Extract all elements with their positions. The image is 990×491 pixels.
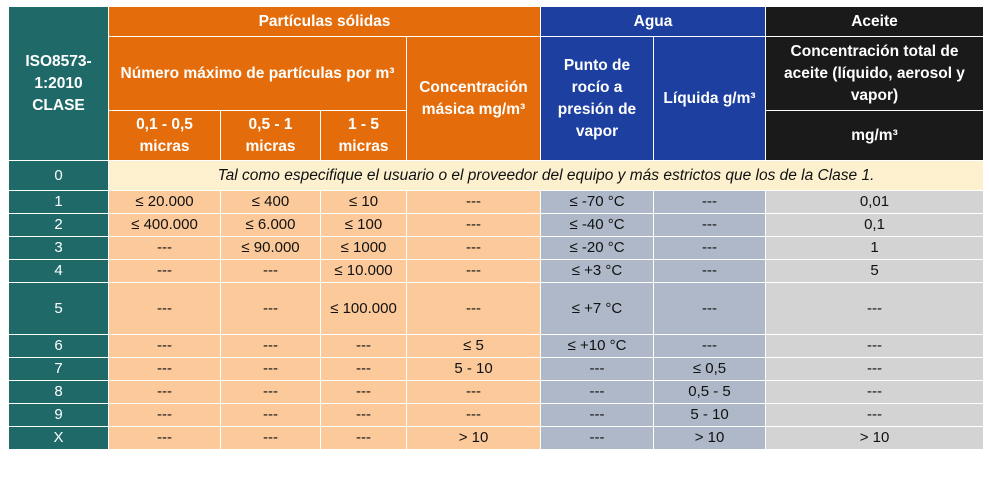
particles-0.1-0.5-cell: --- — [109, 260, 221, 283]
class-cell: 4 — [9, 260, 109, 283]
size-header-3: 1 - 5 micras — [321, 111, 407, 161]
table-row — [9, 283, 984, 335]
oil-header: Aceite — [766, 7, 984, 37]
dew-point-cell: ≤ +10 °C — [541, 335, 654, 358]
dew-point-cell: --- — [541, 381, 654, 404]
oil-cell: --- — [766, 335, 984, 358]
oil-cell: --- — [766, 283, 984, 335]
class-cell: X — [9, 427, 109, 450]
max-particles-header: Número máximo de partículas por m³ — [109, 37, 407, 111]
liquid-water-cell: ≤ 0,5 — [654, 358, 766, 381]
liquid-water-cell: --- — [654, 191, 766, 214]
liquid-water-cell: --- — [654, 237, 766, 260]
table-row — [9, 358, 984, 381]
table-row — [9, 404, 984, 427]
particles-0.5-1-cell: --- — [221, 335, 321, 358]
class-cell: 5 — [9, 283, 109, 335]
particles-0.1-0.5-cell: --- — [109, 427, 221, 450]
particles-0.1-0.5-cell: ≤ 400.000 — [109, 214, 221, 237]
particles-0.5-1-cell: --- — [221, 260, 321, 283]
particles-1-5-cell: ≤ 100 — [321, 214, 407, 237]
oil-cell: 5 — [766, 260, 984, 283]
particles-0.5-1-cell: --- — [221, 381, 321, 404]
class-cell: 1 — [9, 191, 109, 214]
liquid-water-header: Líquida g/m³ — [654, 37, 766, 161]
oil-cell: 0,01 — [766, 191, 984, 214]
particles-0.5-1-cell: --- — [221, 427, 321, 450]
particles-1-5-cell: --- — [321, 381, 407, 404]
dew-point-cell: --- — [541, 358, 654, 381]
iso-class-header: ISO8573-1:2010 CLASE — [9, 7, 109, 161]
oil-cell: > 10 — [766, 427, 984, 450]
table-row — [9, 237, 984, 260]
table-row — [9, 161, 984, 191]
dew-point-cell: --- — [541, 427, 654, 450]
class-cell: 0 — [9, 161, 109, 191]
oil-unit-header: mg/m³ — [766, 111, 984, 161]
class-cell: 3 — [9, 237, 109, 260]
particles-0.1-0.5-cell: --- — [109, 237, 221, 260]
particles-0.5-1-cell: ≤ 90.000 — [221, 237, 321, 260]
oil-cell: 1 — [766, 237, 984, 260]
dew-point-cell: ≤ -20 °C — [541, 237, 654, 260]
mass-concentration-cell: 5 - 10 — [407, 358, 541, 381]
mass-concentration-cell: --- — [407, 214, 541, 237]
oil-cell: --- — [766, 404, 984, 427]
particles-0.1-0.5-cell: --- — [109, 283, 221, 335]
table-row — [9, 381, 984, 404]
liquid-water-cell: --- — [654, 260, 766, 283]
particles-1-5-cell: ≤ 10.000 — [321, 260, 407, 283]
particles-0.5-1-cell: ≤ 400 — [221, 191, 321, 214]
liquid-water-cell: --- — [654, 214, 766, 237]
size-header-1: 0,1 - 0,5 micras — [109, 111, 221, 161]
dew-point-cell: ≤ -70 °C — [541, 191, 654, 214]
dew-point-cell: ≤ -40 °C — [541, 214, 654, 237]
mass-concentration-cell: > 10 — [407, 427, 541, 450]
particles-0.1-0.5-cell: --- — [109, 381, 221, 404]
water-header: Agua — [541, 7, 766, 37]
particles-1-5-cell: --- — [321, 358, 407, 381]
table-row — [9, 214, 984, 237]
particles-0.5-1-cell: --- — [221, 358, 321, 381]
oil-cell: --- — [766, 381, 984, 404]
particles-1-5-cell: ≤ 100.000 — [321, 283, 407, 335]
class-cell: 2 — [9, 214, 109, 237]
particles-0.5-1-cell: ≤ 6.000 — [221, 214, 321, 237]
table-row — [9, 335, 984, 358]
mass-concentration-cell: --- — [407, 260, 541, 283]
particles-0.5-1-cell: --- — [221, 283, 321, 335]
oil-cell: 0,1 — [766, 214, 984, 237]
class-cell: 9 — [9, 404, 109, 427]
dew-point-cell: --- — [541, 404, 654, 427]
particles-0.5-1-cell: --- — [221, 404, 321, 427]
particles-1-5-cell: --- — [321, 404, 407, 427]
particles-1-5-cell: --- — [321, 335, 407, 358]
mass-concentration-cell: --- — [407, 283, 541, 335]
iso8573-table — [8, 6, 984, 450]
particles-0.1-0.5-cell: --- — [109, 404, 221, 427]
liquid-water-cell: 5 - 10 — [654, 404, 766, 427]
table-row — [9, 260, 984, 283]
mass-concentration-header: Concentración másica mg/m³ — [407, 37, 541, 161]
liquid-water-cell: --- — [654, 283, 766, 335]
mass-concentration-cell: ≤ 5 — [407, 335, 541, 358]
oil-cell: --- — [766, 358, 984, 381]
class-cell: 8 — [9, 381, 109, 404]
liquid-water-cell: 0,5 - 5 — [654, 381, 766, 404]
particles-0.1-0.5-cell: ≤ 20.000 — [109, 191, 221, 214]
dew-point-cell: ≤ +3 °C — [541, 260, 654, 283]
liquid-water-cell: --- — [654, 335, 766, 358]
particles-1-5-cell: ≤ 10 — [321, 191, 407, 214]
mass-concentration-cell: --- — [407, 191, 541, 214]
dew-point-cell: ≤ +7 °C — [541, 283, 654, 335]
class-cell: 7 — [9, 358, 109, 381]
total-oil-header: Concentración total de aceite (líquido, aerosol y vapor) — [766, 37, 984, 111]
mass-concentration-cell: --- — [407, 404, 541, 427]
size-header-2: 0,5 - 1 micras — [221, 111, 321, 161]
class-cell: 6 — [9, 335, 109, 358]
table-row — [9, 427, 984, 450]
table-row — [9, 191, 984, 214]
mass-concentration-cell: --- — [407, 381, 541, 404]
liquid-water-cell: > 10 — [654, 427, 766, 450]
particles-1-5-cell: --- — [321, 427, 407, 450]
particles-header: Partículas sólidas — [109, 7, 541, 37]
particles-0.1-0.5-cell: --- — [109, 358, 221, 381]
dew-point-header: Punto de rocío a presión de vapor — [541, 37, 654, 161]
class-0-note: Tal como especifique el usuario o el proveedor del equipo y más estrictos que los de la Clase 1. — [109, 161, 984, 191]
particles-0.1-0.5-cell: --- — [109, 335, 221, 358]
mass-concentration-cell: --- — [407, 237, 541, 260]
particles-1-5-cell: ≤ 1000 — [321, 237, 407, 260]
